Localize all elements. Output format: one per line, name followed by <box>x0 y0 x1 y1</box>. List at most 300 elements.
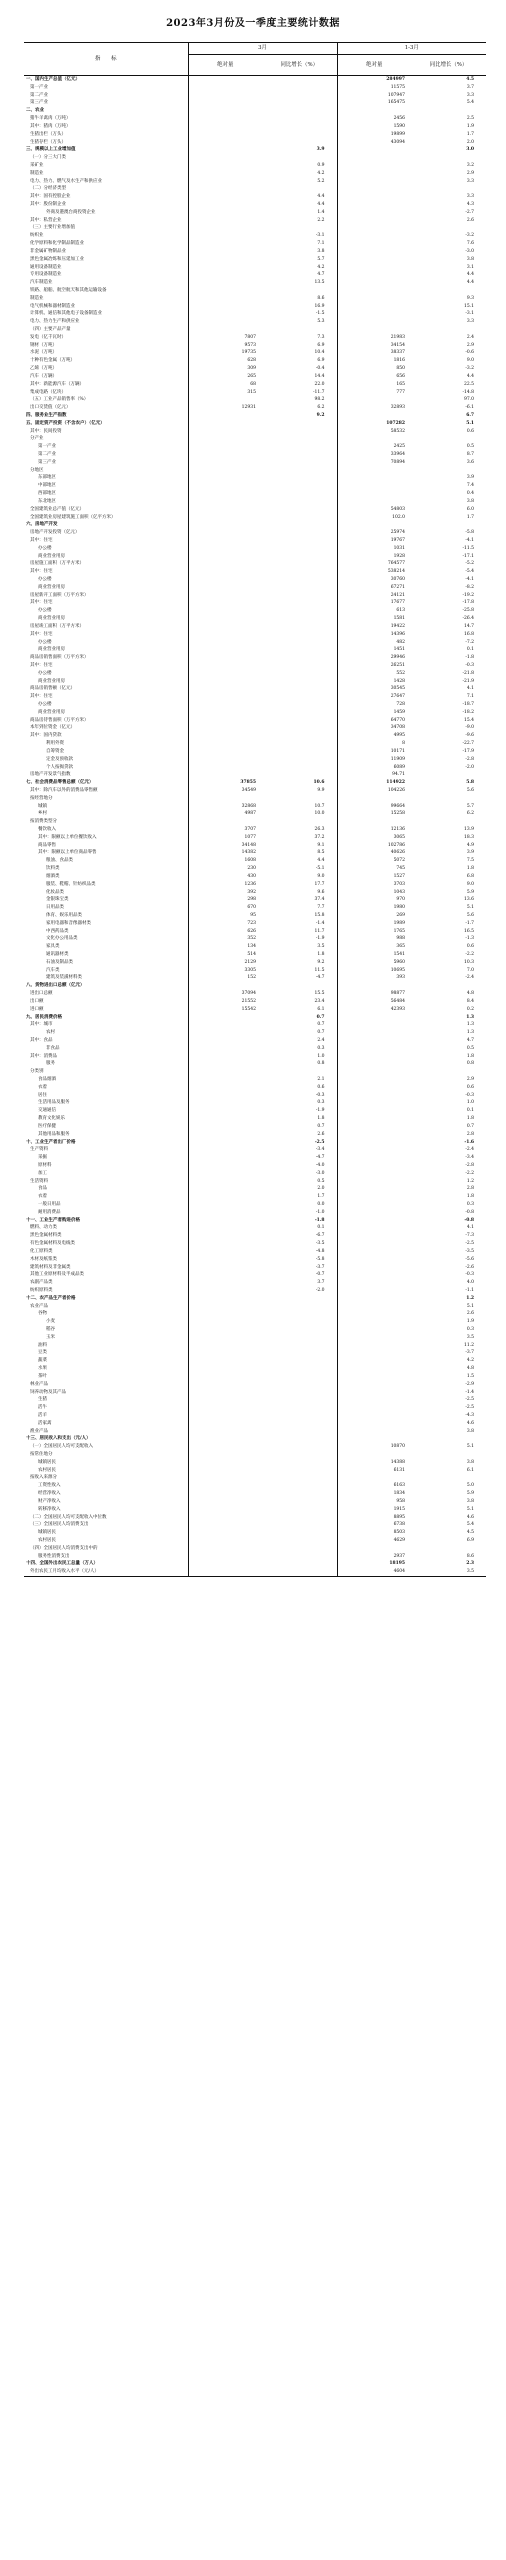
table-row <box>24 295 486 303</box>
quarter-value-cell <box>337 1412 411 1420</box>
month-yoy-cell <box>262 1435 337 1443</box>
table-row <box>24 1490 486 1498</box>
table-row <box>24 685 486 693</box>
indicator-cell: 房地产开发景气指数 <box>30 772 71 778</box>
quarter-value-cell: 1765 <box>337 928 411 936</box>
quarter-value-cell: 12136 <box>337 826 411 834</box>
indicator-cell: 办公楼 <box>38 545 52 551</box>
quarter-value-cell <box>337 1357 411 1365</box>
quarter-yoy-cell: 4.7 <box>466 1037 475 1043</box>
table-header <box>24 43 486 76</box>
quarter-yoy-cell: 3.9 <box>466 475 475 481</box>
quarter-value-cell: 3703 <box>337 881 411 889</box>
indicator-cell: 生活用品及服务 <box>38 1100 70 1106</box>
month-value-cell <box>188 662 262 670</box>
quarter-yoy-cell: 6.1 <box>466 1467 475 1473</box>
quarter-yoy-cell: 4.4 <box>466 373 475 379</box>
table-row <box>24 1498 486 1506</box>
quarter-value-cell: 70894 <box>337 459 411 467</box>
month-yoy-cell: 0.7 <box>317 1030 325 1036</box>
quarter-yoy-cell: 0.7 <box>466 1123 475 1129</box>
quarter-value-cell: 284997 <box>337 76 411 84</box>
month-value-cell <box>188 1224 262 1232</box>
month-value-cell <box>188 701 262 709</box>
month-value-cell <box>188 178 262 186</box>
quarter-yoy-cell: 1.9 <box>466 123 475 129</box>
quarter-yoy-cell: 3.8 <box>466 498 475 504</box>
month-value-cell <box>188 709 262 717</box>
month-yoy-cell <box>262 224 337 232</box>
table-row <box>24 256 486 264</box>
table-row <box>24 357 486 365</box>
table-row <box>24 748 486 756</box>
quarter-yoy-cell: 4.6 <box>466 1514 475 1520</box>
quarter-value-cell: 38337 <box>337 349 411 357</box>
month-value-cell <box>188 498 262 506</box>
indicator-cell: 商品房待售面积（万平方米） <box>30 717 89 723</box>
indicator-cell: 专用设备制造业 <box>30 272 62 278</box>
quarter-value-cell <box>337 1084 411 1092</box>
quarter-yoy-cell: 0.6 <box>466 428 475 434</box>
table-row <box>24 1451 486 1459</box>
table-row <box>24 1248 486 1256</box>
table-row <box>24 287 486 295</box>
quarter-value-cell: 30545 <box>337 685 411 693</box>
month-yoy-cell: -3.7 <box>315 1264 325 1270</box>
month-yoy-cell: 1.8 <box>317 1116 325 1122</box>
table-row <box>24 170 486 178</box>
table-row <box>24 974 486 982</box>
indicator-cell: 化工原料类 <box>30 1248 53 1254</box>
quarter-value-cell <box>337 295 411 303</box>
table-row <box>24 599 486 607</box>
month-yoy-cell: 8.5 <box>317 850 325 856</box>
indicator-cell: 油料 <box>38 1342 47 1348</box>
month-yoy-cell <box>262 1459 337 1467</box>
month-yoy-cell <box>262 576 337 584</box>
quarter-yoy-cell: 3.3 <box>466 194 475 200</box>
quarter-yoy-cell: -2.5 <box>465 1405 475 1411</box>
month-yoy-cell: 9.0 <box>317 873 325 879</box>
month-yoy-cell: 13.5 <box>314 280 325 286</box>
quarter-value-cell <box>337 318 411 326</box>
month-yoy-cell <box>262 1303 337 1311</box>
quarter-yoy-cell: 13.6 <box>464 897 475 903</box>
month-yoy-cell <box>262 1545 337 1553</box>
quarter-value-cell: 6738 <box>337 1521 411 1529</box>
table-row <box>24 896 486 904</box>
quarter-value-cell: 777 <box>337 389 411 397</box>
quarter-value-cell <box>337 1381 411 1389</box>
month-yoy-cell <box>262 654 337 662</box>
quarter-value-cell <box>337 178 411 186</box>
indicator-cell: 化学原料和化学制品制造业 <box>30 241 84 247</box>
quarter-value-cell <box>337 240 411 248</box>
quarter-value-cell: 29946 <box>337 654 411 662</box>
month-value-cell <box>188 1435 262 1443</box>
table-row <box>24 1185 486 1193</box>
month-yoy-cell <box>262 1428 337 1436</box>
indicator-cell: 生猪 <box>38 1397 47 1403</box>
quarter-yoy-cell: 4.0 <box>466 1280 475 1286</box>
month-value-cell <box>188 568 262 576</box>
quarter-yoy-cell <box>411 326 486 334</box>
quarter-yoy-cell: 4.1 <box>466 1225 475 1231</box>
quarter-yoy-cell: 1.3 <box>466 1014 475 1020</box>
month-yoy-cell: -1.4 <box>315 920 325 926</box>
month-yoy-cell: 3.8 <box>317 248 325 254</box>
quarter-value-cell <box>337 201 411 209</box>
quarter-value-cell: 6089 <box>337 764 411 772</box>
month-value-cell <box>188 818 262 826</box>
table-row <box>24 342 486 350</box>
month-yoy-cell <box>262 685 337 693</box>
month-value-cell <box>188 1099 262 1107</box>
month-yoy-cell: 2.1 <box>317 1077 325 1082</box>
indicator-cell: 办公楼 <box>38 702 52 707</box>
indicator-cell: 七、社会消费品零售总额（亿元） <box>26 780 94 786</box>
quarter-yoy-cell: -2.4 <box>465 975 475 981</box>
month-yoy-cell <box>262 1529 337 1537</box>
indicator-cell: 其中：城市 <box>30 1022 53 1028</box>
month-value-cell <box>188 1287 262 1295</box>
quarter-yoy-cell: 16.5 <box>464 928 475 934</box>
quarter-yoy-cell: -8.2 <box>465 584 475 590</box>
table-row <box>24 1178 486 1186</box>
indicator-cell: 其中：住宅 <box>30 694 53 700</box>
month-value-cell <box>188 1521 262 1529</box>
month-value-cell <box>188 615 262 623</box>
month-value-cell: 514 <box>188 951 262 959</box>
quarter-yoy-cell: -0.3 <box>465 1092 475 1098</box>
table-row <box>24 1029 486 1037</box>
table-row <box>24 1412 486 1420</box>
quarter-value-cell: 1451 <box>337 646 411 654</box>
indicator-cell: 原材料 <box>38 1162 52 1168</box>
month-value-cell: 265 <box>188 373 262 381</box>
month-value-cell <box>188 1092 262 1100</box>
quarter-value-cell <box>337 498 411 506</box>
quarter-yoy-cell: 0.3 <box>466 1202 475 1207</box>
month-value-cell <box>188 599 262 607</box>
quarter-value-cell: 27647 <box>337 693 411 701</box>
indicator-cell: 粮油、食品类 <box>46 858 73 864</box>
month-yoy-cell: -3.5 <box>315 1241 325 1247</box>
indicator-cell: 教育文化娱乐 <box>38 1116 65 1122</box>
quarter-value-cell: 98877 <box>337 990 411 998</box>
month-yoy-cell <box>262 693 337 701</box>
table-row <box>24 1459 486 1467</box>
quarter-value-cell <box>337 1318 411 1326</box>
month-yoy-cell: -4.7 <box>315 1155 325 1161</box>
month-value-cell: 352 <box>188 935 262 943</box>
quarter-yoy-cell <box>411 154 486 162</box>
indicator-cell: 办公楼 <box>38 577 52 582</box>
month-yoy-cell <box>262 795 337 803</box>
table-row <box>24 467 486 475</box>
quarter-value-cell <box>337 303 411 311</box>
indicator-cell: 医疗保健 <box>38 1123 56 1129</box>
table-row <box>24 904 486 912</box>
table-row <box>24 732 486 740</box>
table-row <box>24 998 486 1006</box>
quarter-value-cell <box>337 1365 411 1373</box>
indicator-cell: 城镇居民 <box>38 1459 56 1465</box>
month-yoy-cell <box>262 92 337 100</box>
table-row <box>24 224 486 232</box>
month-value-cell <box>188 1537 262 1545</box>
indicator-cell: 有色金属材料及电线类 <box>30 1241 75 1247</box>
indicator-cell: 木材及纸浆类 <box>30 1256 57 1262</box>
quarter-yoy-cell: -2.8 <box>465 1162 475 1168</box>
month-value-cell <box>188 1490 262 1498</box>
quarter-value-cell <box>337 1193 411 1201</box>
month-yoy-cell <box>262 420 337 428</box>
month-value-cell: 9573 <box>188 342 262 350</box>
quarter-value-cell <box>337 1224 411 1232</box>
table-row <box>24 529 486 537</box>
month-yoy-cell: 98.2 <box>314 397 325 403</box>
month-yoy-cell: 9.1 <box>317 842 325 848</box>
quarter-value-cell: 165 <box>337 381 411 389</box>
quarter-value-cell: 102786 <box>337 842 411 850</box>
month-yoy-cell: -1.9 <box>315 1108 325 1114</box>
indicator-cell: 东部地区 <box>38 475 56 481</box>
table-row <box>24 107 486 115</box>
table-row <box>24 1217 486 1225</box>
month-value-cell: 32868 <box>188 803 262 811</box>
table-row <box>24 662 486 670</box>
month-yoy-cell: 2.6 <box>317 1131 325 1137</box>
quarter-value-cell: 18195 <box>337 1560 411 1568</box>
indicator-cell: 猪牛羊禽肉（万吨） <box>30 116 71 122</box>
quarter-value-cell: 1928 <box>337 553 411 561</box>
quarter-value-cell <box>337 1162 411 1170</box>
table-row <box>24 1021 486 1029</box>
month-yoy-cell: 10.0 <box>314 811 325 817</box>
quarter-value-cell <box>337 435 411 443</box>
quarter-yoy-cell <box>411 982 486 990</box>
quarter-yoy-cell <box>411 521 486 529</box>
table-row <box>24 951 486 959</box>
quarter-value-cell <box>337 1107 411 1115</box>
month-yoy-cell: 26.3 <box>314 827 325 832</box>
month-yoy-cell <box>262 1537 337 1545</box>
quarter-yoy-cell: 3.8 <box>466 256 475 262</box>
month-yoy-cell: 16.9 <box>314 303 325 309</box>
quarter-yoy-cell: -3.5 <box>465 1248 475 1254</box>
quarter-value-cell: 1527 <box>337 873 411 881</box>
quarter-value-cell <box>337 1240 411 1248</box>
quarter-value-cell <box>337 1021 411 1029</box>
month-value-cell <box>188 1381 262 1389</box>
month-yoy-cell <box>262 287 337 295</box>
month-yoy-cell: 4.4 <box>317 202 325 207</box>
table-row <box>24 935 486 943</box>
table-row <box>24 396 486 404</box>
month-value-cell <box>188 92 262 100</box>
month-value-cell <box>188 123 262 131</box>
table-row <box>24 959 486 967</box>
quarter-yoy-cell: 5.6 <box>466 787 475 793</box>
indicator-cell: 一般日用品 <box>38 1202 61 1207</box>
quarter-value-cell <box>337 232 411 240</box>
table-row <box>24 1381 486 1389</box>
month-value-cell <box>188 1349 262 1357</box>
month-yoy-cell <box>262 662 337 670</box>
table-row <box>24 514 486 522</box>
month-yoy-cell: 0.7 <box>317 1123 325 1129</box>
table-row <box>24 232 486 240</box>
month-value-cell: 95 <box>188 912 262 920</box>
indicator-cell: 第三产业 <box>30 100 48 106</box>
quarter-value-cell <box>337 279 411 287</box>
indicator-cell: 房地产开发投资（亿元） <box>30 530 80 536</box>
quarter-value-cell: 19422 <box>337 623 411 631</box>
quarter-value-cell: 8895 <box>337 1514 411 1522</box>
month-yoy-cell <box>262 1443 337 1451</box>
month-yoy-cell: 5.2 <box>317 178 325 184</box>
quarter-yoy-cell: 3.6 <box>466 459 475 465</box>
table-row <box>24 826 486 834</box>
month-yoy-cell: -4.7 <box>315 975 325 981</box>
month-yoy-cell <box>262 623 337 631</box>
indicator-cell: 出口额 <box>30 998 44 1004</box>
month-value-cell <box>188 740 262 748</box>
table-row <box>24 834 486 842</box>
month-value-cell <box>188 232 262 240</box>
month-value-cell <box>188 248 262 256</box>
month-value-cell <box>188 482 262 490</box>
quarter-yoy-cell: 6.0 <box>466 506 475 512</box>
month-yoy-cell: 11.5 <box>314 967 325 973</box>
month-yoy-cell <box>262 740 337 748</box>
month-value-cell <box>188 1029 262 1037</box>
month-yoy-cell <box>262 428 337 436</box>
quarter-yoy-cell: 4.3 <box>466 202 475 207</box>
quarter-yoy-cell: 3.8 <box>466 1459 475 1465</box>
quarter-value-cell: 11575 <box>337 84 411 92</box>
table-row <box>24 1545 486 1553</box>
month-value-cell <box>188 795 262 803</box>
month-value-cell <box>188 1396 262 1404</box>
quarter-yoy-cell: -7.3 <box>465 1233 475 1239</box>
quarter-value-cell <box>337 287 411 295</box>
month-value-cell <box>188 271 262 279</box>
month-yoy-cell <box>262 76 337 84</box>
month-yoy-cell <box>262 560 337 568</box>
month-yoy-cell: 15.8 <box>314 912 325 918</box>
indicator-cell: 商品零售 <box>38 842 56 848</box>
quarter-value-cell: 30760 <box>337 576 411 584</box>
quarter-value-cell <box>337 1115 411 1123</box>
indicator-cell: 房屋新开工面积（万平方米） <box>30 592 89 598</box>
indicator-cell: 生猪存栏（万头） <box>30 139 66 145</box>
month-value-cell <box>188 1115 262 1123</box>
quarter-value-cell: 1043 <box>337 889 411 897</box>
month-value-cell <box>188 1420 262 1428</box>
month-yoy-cell <box>262 818 337 826</box>
table-row <box>24 279 486 287</box>
month-yoy-cell <box>262 646 337 654</box>
table-row <box>24 990 486 998</box>
month-yoy-cell: -3.4 <box>315 1147 325 1153</box>
table-row <box>24 1123 486 1131</box>
table-row <box>24 1115 486 1123</box>
table-row <box>24 84 486 92</box>
quarter-yoy-cell: 3.7 <box>466 84 475 90</box>
month-yoy-cell: -5.1 <box>315 866 325 872</box>
month-value-cell <box>188 1279 262 1287</box>
month-yoy-cell <box>262 1373 337 1381</box>
month-value-cell <box>188 1131 262 1139</box>
indicator-cell: 商业营业用房 <box>38 709 65 715</box>
month-yoy-cell: 0.9 <box>317 162 325 168</box>
table-row <box>24 1060 486 1068</box>
quarter-value-cell: 11909 <box>337 756 411 764</box>
table-row <box>24 1006 486 1014</box>
month-yoy-cell: 1.7 <box>317 1194 325 1200</box>
quarter-yoy-cell: 1.8 <box>466 1053 475 1059</box>
quarter-value-cell: 4995 <box>337 732 411 740</box>
indicator-cell: 个人按揭贷款 <box>46 764 73 770</box>
quarter-yoy-cell: -26.4 <box>462 616 475 622</box>
quarter-value-cell <box>337 154 411 162</box>
month-value-cell <box>188 1529 262 1537</box>
quarter-yoy-cell: -1.7 <box>465 920 475 926</box>
quarter-yoy-cell: 1.8 <box>466 1116 475 1122</box>
indicator-cell: 建筑材料及非金属类 <box>30 1264 71 1270</box>
table-row <box>24 1170 486 1178</box>
month-yoy-cell <box>262 584 337 592</box>
quarter-value-cell: 1915 <box>337 1506 411 1514</box>
month-yoy-cell: -3.0 <box>315 1170 325 1176</box>
month-yoy-cell <box>262 1467 337 1475</box>
table-row <box>24 178 486 186</box>
quarter-yoy-cell: 5.9 <box>466 889 475 895</box>
month-yoy-cell: -11.7 <box>312 389 325 395</box>
indicator-cell: 加工 <box>38 1170 47 1176</box>
quarter-yoy-cell: 3.2 <box>466 162 475 168</box>
quarter-value-cell <box>337 1474 411 1482</box>
table-row <box>24 1139 486 1147</box>
indicator-cell: 十四、全国外出农民工总量（万人） <box>26 1561 98 1567</box>
indicator-cell: （三）主要行业增加值 <box>30 225 75 231</box>
table-row <box>24 740 486 748</box>
quarter-value-cell: 2937 <box>337 1553 411 1561</box>
table-row <box>24 1514 486 1522</box>
quarter-yoy-cell: -7.2 <box>465 639 475 645</box>
table-row <box>24 1443 486 1451</box>
quarter-yoy-cell: 2.6 <box>466 1311 475 1317</box>
table-row <box>24 146 486 154</box>
month-value-cell <box>188 724 262 732</box>
quarter-value-cell <box>337 1209 411 1217</box>
indicator-cell: 全国建筑业总产值（亿元） <box>30 506 84 512</box>
month-yoy-cell <box>262 107 337 115</box>
quarter-yoy-cell: 6.2 <box>466 811 475 817</box>
indicator-cell: 非食品 <box>46 1045 60 1051</box>
indicator-cell: 其中：猪肉（万吨） <box>30 123 71 129</box>
table-row <box>24 1318 486 1326</box>
quarter-yoy-cell: -17.8 <box>462 600 475 606</box>
quarter-value-cell: 54803 <box>337 506 411 514</box>
month-yoy-cell: -2.5 <box>314 1139 325 1145</box>
quarter-yoy-cell: -19.2 <box>462 592 475 598</box>
table-row <box>24 92 486 100</box>
quarter-value-cell: 21983 <box>337 334 411 342</box>
quarter-yoy-cell: 4.5 <box>466 77 475 82</box>
